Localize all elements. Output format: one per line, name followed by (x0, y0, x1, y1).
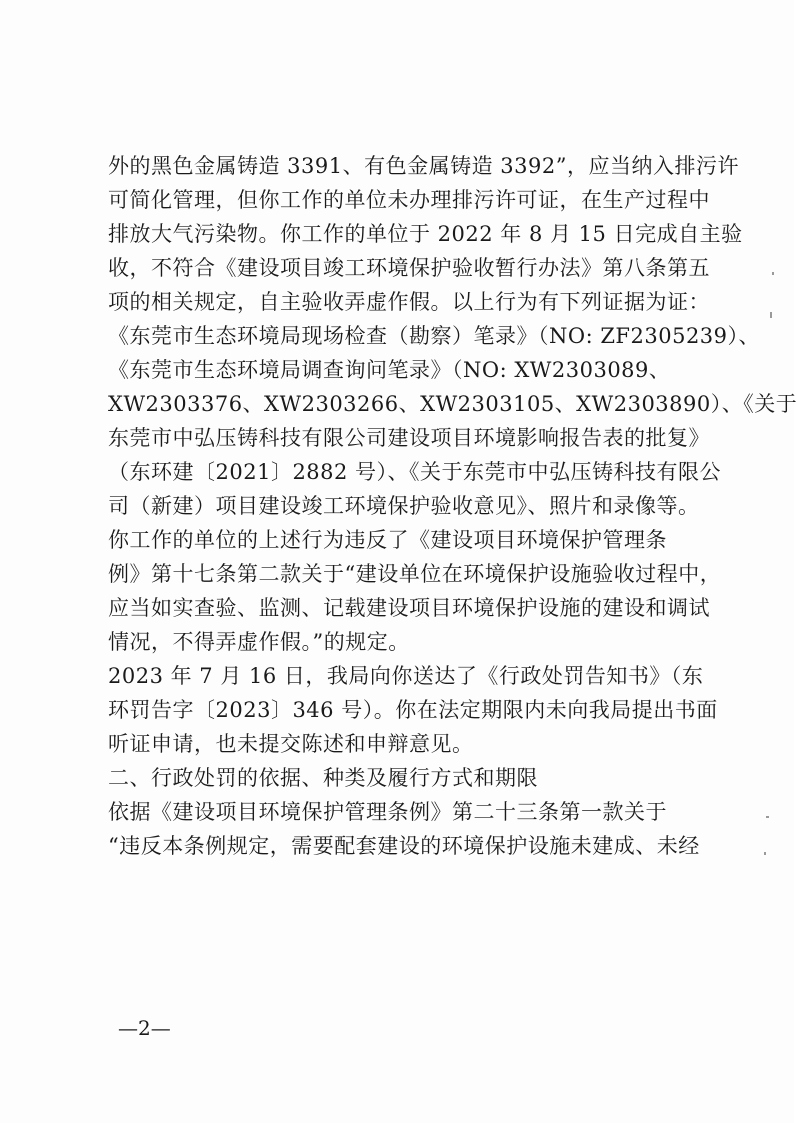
body-line-11: 司（新建）项目建设竣工环境保护验收意见》、照片和录像等。 (108, 494, 700, 518)
body-line-14: 应当如实查验、监测、记载建设项目环境保护设施的建设和调试 (108, 596, 710, 620)
scan-speck (764, 852, 766, 855)
body-line-4: 收，不符合《建设项目竣工环境保护验收暂行办法》第八条第五 (108, 256, 710, 280)
body-line-5: 项的相关规定，自主验收弄虚作假。以上行为有下列证据为证： (108, 290, 710, 314)
body-line-6: 《东莞市生态环境局现场检查（勘察）笔录》（NO: ZF2305239）、 (108, 324, 761, 348)
body-line-16: 2023 年 7 月 16 日，我局向你送达了《行政处罚告知书》（东 (108, 664, 704, 688)
body-line-18: 听证申请，也未提交陈述和申辩意见。 (108, 732, 474, 756)
body-line-1: 外的黑色金属铸造 3391、有色金属铸造 3392”，应当纳入排污许 (108, 154, 739, 178)
body-line-21: “违反本条例规定，需要配套建设的环境保护设施未建成、未经 (108, 834, 700, 858)
body-line-15: 情况，不得弄虚作假。”的规定。 (108, 630, 410, 654)
body-line-2: 可简化管理，但你工作的单位未办理排污许可证，在生产过程中 (108, 188, 710, 212)
body-line-3: 排放大气污染物。你工作的单位于 2022 年 8 月 15 日完成自主验 (108, 222, 743, 246)
body-line-17: 环罚告字〔2023〕346 号）。你在法定期限内未向我局提出书面 (108, 698, 718, 722)
scan-speck (772, 272, 774, 275)
page-number: —2— (118, 1016, 171, 1040)
body-line-10: （东环建〔2021〕2882 号）、《关于东莞市中弘压铸科技有限公 (108, 460, 722, 484)
scan-speck (770, 312, 772, 318)
section-heading: 二、行政处罚的依据、种类及履行方式和期限 (108, 766, 538, 790)
body-line-8: XW2303376、XW2303266、XW2303105、XW2303890）、《关于 (108, 392, 797, 416)
body-line-20: 依据《建设项目环境保护管理条例》第二十三条第一款关于 (108, 800, 667, 824)
body-line-13: 例》第十七条第二款关于“建设单位在环境保护设施验收过程中， (108, 562, 722, 586)
body-line-7: 《东莞市生态环境局调查询问笔录》（NO: XW2303089、 (108, 358, 671, 382)
scan-speck (766, 816, 769, 818)
body-line-9: 东莞市中弘压铸科技有限公司建设项目环境影响报告表的批复》 (108, 426, 710, 450)
body-line-12: 你工作的单位的上述行为违反了《建设项目环境保护管理条 (108, 528, 667, 552)
